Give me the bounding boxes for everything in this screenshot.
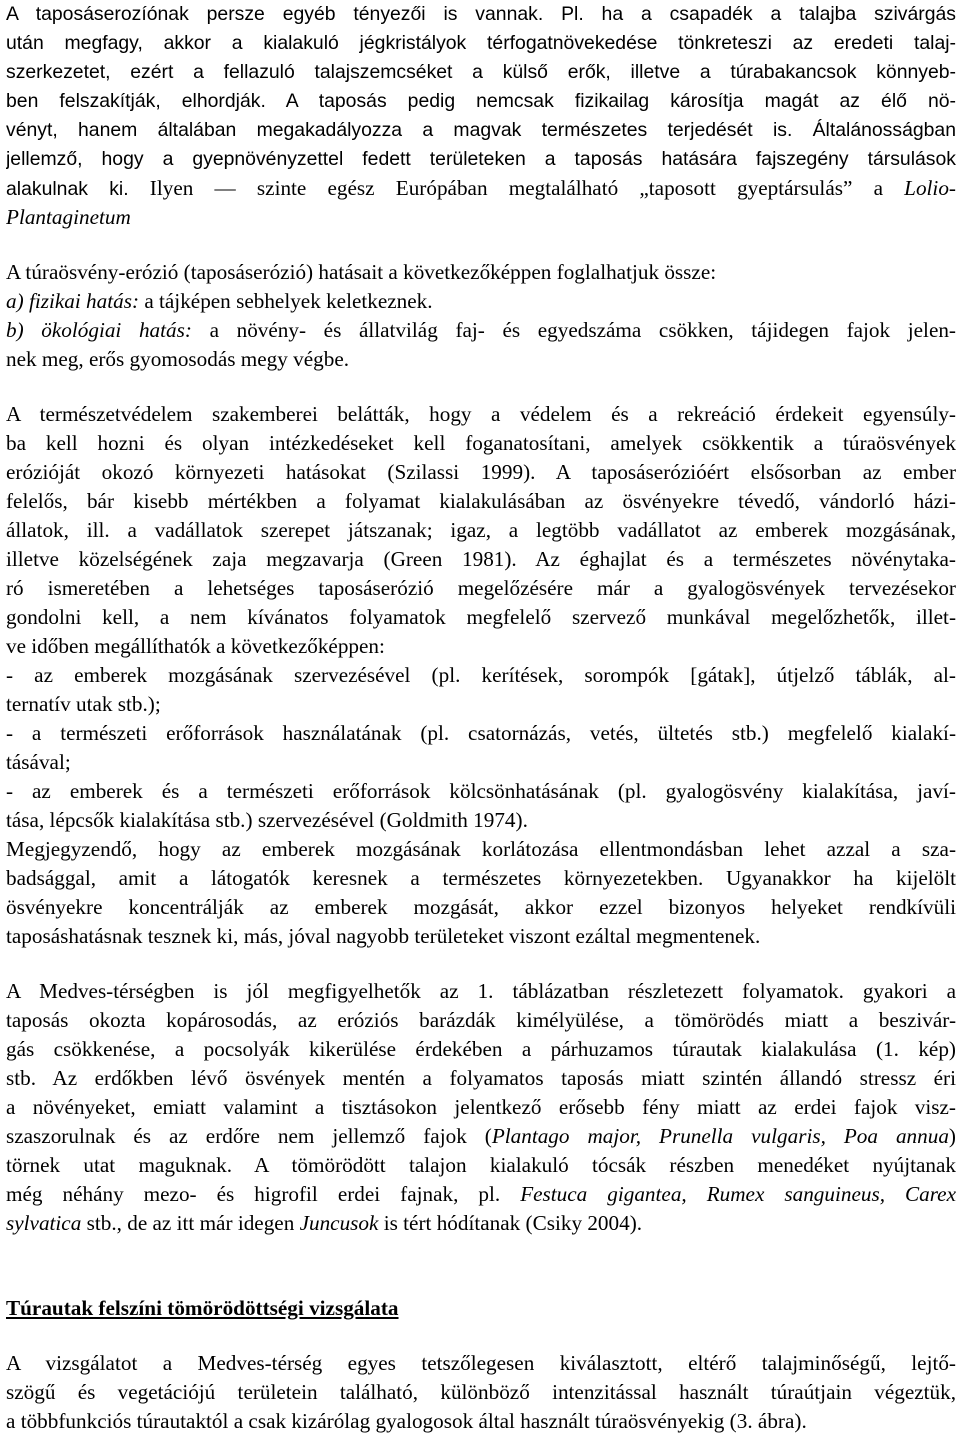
text-line: A taposáserozíónak persze egyéb tényezői is vannak. Pl. ha a csapadék a talajba szivárgás xyxy=(6,3,956,25)
effect-text: a növény- és állatvilág faj- és egyedszáma csökken, tájidegen fajok jelen- xyxy=(191,318,956,342)
text-line-mixed xyxy=(6,174,956,203)
text-line: után megfagy, akkor a kialakuló jégkristályok térfogatnövekedése tönkreteszi az eredeti talaj- xyxy=(6,32,956,54)
text-run: még néhány mezo- és higrofil erdei fajnak, pl. xyxy=(6,1182,521,1206)
text-line: gondolni kell, a nem kívánatos folyamatok megfelelő szervező munkával megelőzhetők, illet- xyxy=(6,605,956,629)
text-line: gás csökkenése, a pocsolyák kikerülése érdekében a párhuzamos túrautak kialakulása (1. kép) xyxy=(6,1037,956,1061)
quoted-term: „taposott gyeptársulás” a xyxy=(639,176,905,200)
list-item: - az emberek és a természeti erőforrások kölcsönhatásának (pl. gyalogösvény kialakítása, javí- xyxy=(6,779,956,803)
list-item-continuation: ternatív utak stb.); xyxy=(6,692,161,716)
text-line: jellemző, hogy a gyepnövényzettel fedett területeken a taposás hatására fajszegény társulások xyxy=(6,148,956,170)
species-name: Juncusok xyxy=(299,1211,379,1235)
paragraph-trail-survey xyxy=(6,1349,956,1436)
effect-item-physical xyxy=(6,287,956,316)
text-line: szögű és vegetációjú területein található, különböző intenzitással használt túraútjain végeztük, xyxy=(6,1380,956,1404)
effect-label: a) fizikai hatás: xyxy=(6,289,140,313)
text-line: szerkezetet, ezért a fellazuló talajszemcséket a külső erők, illetve a túrabakancsok könnyeb- xyxy=(6,61,956,83)
text-line: felelős, bár kisebb mértékben a folyamat kialakulásában az ösvényekre tévedő, vándorló házi- xyxy=(6,489,956,513)
text-line: A természetvédelem szakemberei belátták, hogy a védelem és a rekreáció érdekeit egyensúly- xyxy=(6,402,956,426)
text-line: stb. Az erdőkben lévő ösvények mentén a folyamatos taposás miatt szintén állandó stressz éri xyxy=(6,1066,956,1090)
species-names: Plantago major, Prunella vulgaris, Poa annua xyxy=(491,1124,949,1148)
text-line: A vizsgálatot a Medves-térség egyes tetszőlegesen kiválasztott, eltérő talajminőségű, lejtő- xyxy=(6,1351,956,1375)
text-line xyxy=(6,203,956,232)
text-line: taposáshatásnak tesznek ki, más, jóval nagyobb területeket viszont ezáltal megmentenek. xyxy=(6,924,761,948)
species-names: Festuca gigantea, Rumex sanguineus, Carex xyxy=(520,1182,956,1206)
paragraph-trampling-erosion-factors xyxy=(6,0,956,232)
paragraph-nature-conservation xyxy=(6,400,956,951)
text-line: ba kell hozni és olyan intézkedéseket kell foganatosítani, amelyek csökkentik a túraösvények xyxy=(6,431,956,455)
species-name: Plantaginetum xyxy=(6,205,131,229)
effect-text: a tájképen sebhelyek keletkeznek. xyxy=(139,289,433,313)
effect-item-ecological xyxy=(6,316,956,345)
paragraph-erosion-effects xyxy=(6,258,956,374)
list-item: - az emberek mozgásának szervezésével (pl. kerítések, sorompók [gátak], útjelző táblák, al- xyxy=(6,663,956,687)
text-line: a növényeket, emiatt valamint a tisztásokon jelentkező erősebb fény miatt az erdei fajok visz- xyxy=(6,1095,956,1119)
text-line: erózióját okozó környezeti hatásokat (Szilassi 1999). A taposáserózióért elsősorban az ember xyxy=(6,460,956,484)
text-line-mixed xyxy=(6,1209,956,1238)
text-line-mixed xyxy=(6,1180,956,1209)
text-run: szaszorulnak és az erdőre nem jellemző fajok ( xyxy=(6,1124,492,1148)
text-line: A Medves-térségben is jól megfigyelhetők az 1. táblázatban részletezett folyamatok. gyakori a xyxy=(6,979,956,1003)
text-run: alakulnak ki. xyxy=(6,178,129,200)
text-line: badsággal, amit a látogatók keresnek a természetes környezetekben. Ugyanakkor ha kijelölt xyxy=(6,866,956,890)
text-line: nek meg, erős gyomosodás megy végbe. xyxy=(6,347,350,371)
text-run: is tért hódítanak (Csiky 2004). xyxy=(378,1211,643,1235)
list-item-continuation: tásával; xyxy=(6,750,71,774)
document-page xyxy=(6,0,956,1436)
text-line: vényt, hanem általában megakadályozza a magvak természetes terjedését is. Általánosságban xyxy=(6,119,956,141)
text-line: ve időben megállíthatók a következőképpen: xyxy=(6,634,385,658)
text-run: Ilyen ― szinte egész Európában megtalálható xyxy=(128,176,640,200)
text-line: ösvényekre koncentrálják az emberek mozgását, akkor ezzel bizonyos helyeket rendkívüli xyxy=(6,895,956,919)
text-line: ró ismeretében a lehetséges taposáserózió megelőzésére már a gyalogösvények tervezésekor xyxy=(6,576,956,600)
list-item: - a természeti erőforrások használatának (pl. csatornázás, vetés, ültetés stb.) megfelelő kialakí- xyxy=(6,721,956,745)
species-name: Lolio- xyxy=(904,176,956,200)
text-line: állatok, ill. a vadállatok szerepet játszanak; igaz, a legtöbb vadállatot az emberek mozgásának, xyxy=(6,518,956,542)
text-line: ben felszakítják, elhordják. A taposás pedig nemcsak fizikailag károsítja magát az élő nö- xyxy=(6,90,956,112)
text-line: törnek utat maguknak. A tömörödött talajon kialakuló tócsák részben menedéket nyújtanak xyxy=(6,1153,956,1177)
text-line: illetve közelségének zaja megzavarja (Green 1981). Az éghajlat és a természetes növénytaka- xyxy=(6,547,956,571)
text-run: ) xyxy=(948,1124,956,1148)
text-line: A túraösvény-erózió (taposáserózió) hatásait a következőképpen foglalhatjuk össze: xyxy=(6,260,717,284)
text-line: Megjegyzendő, hogy az emberek mozgásának korlátozása ellentmondásban lehet azzal a sza- xyxy=(6,837,956,861)
text-line-mixed xyxy=(6,1122,956,1151)
text-run: stb., de az itt már idegen xyxy=(81,1211,300,1235)
text-line: taposás okozta kopárosodás, az eróziós barázdák kimélyülése, a tömörödés miatt a beszivár- xyxy=(6,1008,956,1032)
list-item-continuation: tása, lépcsők kialakítása stb.) szervezésével (Goldmith 1974). xyxy=(6,808,528,832)
text-line: a többfunkciós túrautaktól a csak kizárólag gyalogosok által használt túraösvényekig (3. ábra). xyxy=(6,1409,807,1433)
section-heading: Túrautak felszíni tömörödöttségi vizsgálata xyxy=(6,1296,399,1320)
paragraph-medves-region xyxy=(6,977,956,1238)
species-name: sylvatica xyxy=(6,1211,82,1235)
effect-label: b) ökológiai hatás: xyxy=(6,318,192,342)
